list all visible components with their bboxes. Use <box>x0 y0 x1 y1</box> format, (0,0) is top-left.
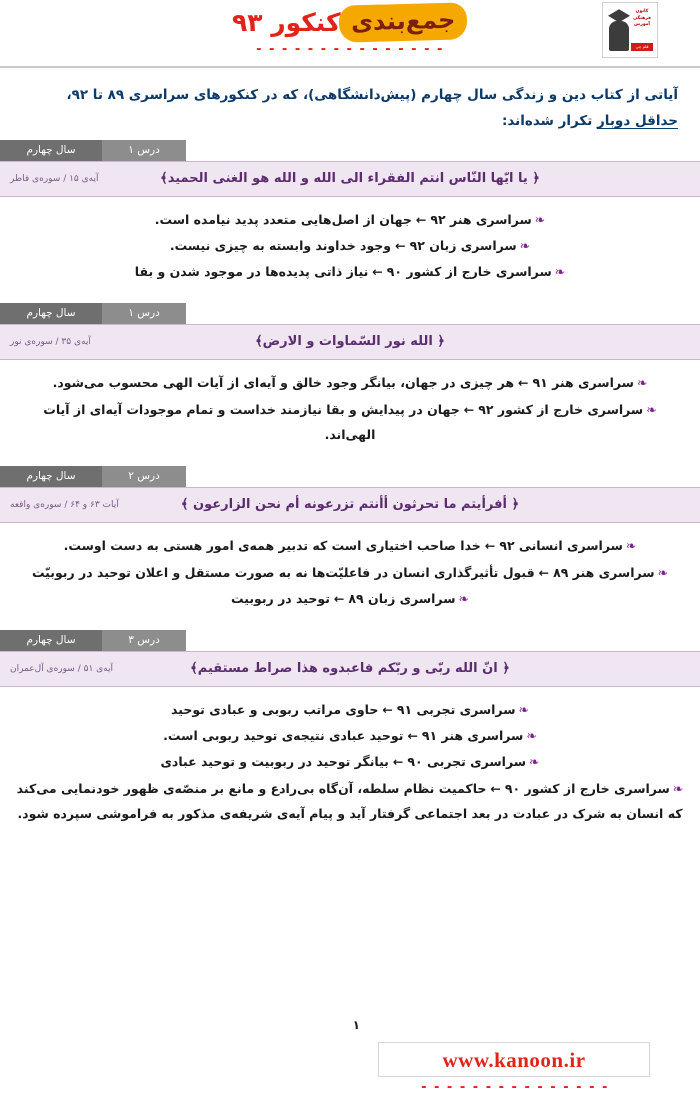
exam-item-text: توحید عبادی نتیجه‌ی توحید ربوبی است. <box>163 728 404 743</box>
arrow-icon: ← <box>484 538 496 553</box>
tab-sal: سال چهارم <box>0 630 102 651</box>
exam-item-source: سراسری خارج از کشور ۹۲ <box>478 402 644 417</box>
arrow-icon: ← <box>392 754 404 769</box>
arrow-icon: ← <box>518 375 529 390</box>
exam-item-text: وجود خداوند وابسته به چیزی نیست. <box>169 238 392 253</box>
exam-item <box>16 233 684 259</box>
website-url[interactable]: www.kanoon.ir <box>442 1048 586 1072</box>
ayah-reference: آیه‌ی ۳۵ / سوره‌ی نور <box>10 337 91 347</box>
block-tabbar-inner <box>0 630 186 651</box>
exam-item-source: سراسری زبان ۹۲ <box>409 238 517 253</box>
ayah-text: ﴿ انّ الله ربّی و ربّکم فاعبدوه هذا صراط مستقیم﴾ <box>190 661 510 676</box>
tab-sal: سال چهارم <box>0 140 102 161</box>
bullet-check-icon: ❧ <box>519 238 531 253</box>
exam-item-text: حاکمیت نظام سلطه، آن‌گاه بی‌رادع و مانع بر منصّه‌ی ظهور خودنمایی می‌کند که انسان به شرک در عبادت در بعد اجتماعی گرفتار آید و پیام آیه‌ی شریفه‌ی مذکور به فراموشی سپرده شود. <box>16 781 683 821</box>
exam-item-source: سراسری هنر ۹۲ <box>430 212 532 227</box>
intro-underlined-text: حداقل دوبار <box>597 113 678 129</box>
exam-item-source: سراسری خارج از کشور ۹۰ <box>386 264 552 279</box>
exam-item-list <box>0 523 700 616</box>
exam-item-source: سراسری انسانی ۹۲ <box>499 538 623 553</box>
bullet-check-icon: ❧ <box>458 591 469 606</box>
exam-item-source: سراسری هنر ۸۹ <box>553 565 655 580</box>
block-tabbar-inner <box>0 466 186 487</box>
header-title-area <box>0 0 700 66</box>
exam-item-source: سراسری زبان ۸۹ <box>348 591 456 606</box>
arrow-icon: ← <box>333 591 345 606</box>
exam-item <box>16 749 684 775</box>
page-header <box>0 0 700 68</box>
block-tabbar <box>0 303 700 324</box>
exam-item-text: جهان از اصل‌هایی متعدد پدید نیامده است. <box>154 212 412 227</box>
bullet-check-icon: ❧ <box>636 375 648 390</box>
bullet-check-icon: ❧ <box>529 754 540 769</box>
ayah-row <box>0 487 700 523</box>
title-badge: جمع‌بندی <box>340 4 465 40</box>
exam-item-text: قبول تأثیرگذاری انسان در فاعلیّت‌ها نه به صورت مستقل و اعلان توحید در ربوبیّت <box>31 565 535 580</box>
intro-line-2 <box>22 108 678 134</box>
title-konkur: کنکور ۹۳ <box>231 8 341 37</box>
exam-item-list <box>0 360 700 452</box>
footer-dash-rule: - - - - - - - - - - - - - - - <box>421 1080 609 1095</box>
exam-item-text: خدا صاحب اختیاری است که تدبیر همه‌ی امور هستی به دست اوست. <box>63 538 481 553</box>
arrow-icon: ← <box>382 702 393 717</box>
bullet-check-icon: ❧ <box>672 781 684 796</box>
ayah-text: ﴿ الله نور السّماوات و الارض﴾ <box>255 334 445 349</box>
title-dash-rule: - - - - - - - - - - - - - - - <box>256 42 444 57</box>
bullet-check-icon: ❧ <box>554 264 566 279</box>
lesson-block <box>0 466 700 616</box>
exam-item-text: نیاز ذاتی پدیده‌ها در موجود شدن و بقا <box>134 264 369 279</box>
exam-item <box>16 723 684 749</box>
intro-line-2-rest: تکرار شده‌اند: <box>501 113 598 129</box>
block-tabbar-inner <box>0 303 186 324</box>
exam-item <box>16 559 684 586</box>
ayah-text: ﴿ یا ایّها النّاس انتم الفقراء الی الله و الله هو الغنی الحمید﴾ <box>160 171 540 186</box>
exam-item <box>16 586 684 612</box>
bullet-check-icon: ❧ <box>534 212 546 227</box>
tab-sal: سال چهارم <box>0 303 102 324</box>
bullet-check-icon: ❧ <box>518 702 529 717</box>
arrow-icon: ← <box>415 212 427 227</box>
exam-item-source: سراسری تجربی ۹۱ <box>396 702 516 717</box>
exam-item <box>16 370 684 396</box>
intro-paragraph <box>0 68 700 140</box>
arrow-icon: ← <box>407 728 418 743</box>
arrow-icon: ← <box>490 781 501 796</box>
exam-item <box>16 775 684 827</box>
exam-item <box>16 697 684 723</box>
intro-line-1: آیاتی از کتاب دین و زندگی سال چهارم (پیش‌دانشگاهی)، که در کنکورهای سراسری ۸۹ تا ۹۲، <box>66 87 678 103</box>
arrow-icon: ← <box>463 402 475 417</box>
exam-item <box>16 533 684 559</box>
tab-dars: درس ۲ <box>102 466 186 487</box>
tab-dars: درس ۱ <box>102 303 186 324</box>
lesson-block <box>0 630 700 831</box>
exam-item-text: بیانگر توحید در ربوبیت و توحید عبادی <box>160 754 389 769</box>
tab-dars: درس ۳ <box>102 630 186 651</box>
page-number: ۱ <box>352 1018 360 1032</box>
arrow-icon: ← <box>538 565 550 580</box>
exam-item-text: هر چیزی در جهان، بیانگر وجود خالق و آیه‌ای از آیات الهی محسوب می‌شود. <box>52 375 515 390</box>
exam-item <box>16 396 684 448</box>
arrow-icon: ← <box>395 238 406 253</box>
bullet-check-icon: ❧ <box>625 538 637 553</box>
page-footer <box>0 1010 700 1102</box>
lesson-block <box>0 140 700 289</box>
tab-dars: درس ۱ <box>102 140 186 161</box>
lesson-block <box>0 303 700 452</box>
content-blocks <box>0 140 700 831</box>
bullet-check-icon: ❧ <box>526 728 537 743</box>
exam-item-source: سراسری هنر ۹۱ <box>421 728 524 743</box>
ayah-row <box>0 161 700 197</box>
block-tabbar-inner <box>0 140 186 161</box>
ayah-text: ﴿ أفرأیتم ما تحرثون أأنتم تزرعونه أم نحن الزارعون ﴾ <box>180 497 520 512</box>
bullet-check-icon: ❧ <box>646 402 657 417</box>
exam-item <box>16 207 684 233</box>
exam-item-text: حاوی مراتب ربوبی و عبادی توحید <box>171 702 379 717</box>
exam-item-source: سراسری هنر ۹۱ <box>532 375 634 390</box>
exam-item-text: توحید در ربوبیت <box>230 591 330 606</box>
ayah-row <box>0 651 700 687</box>
ayah-reference: آیات ۶۳ و ۶۴ / سوره‌ی واقعه <box>10 500 119 510</box>
ayah-reference: آیه‌ی ۵۱ / سوره‌ی آل‌عمران <box>10 664 114 674</box>
website-url-box[interactable] <box>378 1042 650 1077</box>
tab-sal: سال چهارم <box>0 466 102 487</box>
ayah-row <box>0 324 700 360</box>
page-title <box>0 6 700 39</box>
bullet-check-icon: ❧ <box>657 565 669 580</box>
exam-item-list <box>0 197 700 289</box>
block-tabbar <box>0 466 700 487</box>
exam-item-source: سراسری تجربی ۹۰ <box>407 754 527 769</box>
logo-badge-text: قلم چی <box>631 43 653 51</box>
exam-item-source: سراسری خارج از کشور ۹۰ <box>504 781 670 796</box>
logo-org-text: کانون فرهنگی آموزش <box>633 9 651 27</box>
block-tabbar <box>0 140 700 161</box>
block-tabbar <box>0 630 700 651</box>
arrow-icon: ← <box>372 264 383 279</box>
ayah-reference: آیه‌ی ۱۵ / سوره‌ی فاطر <box>10 174 99 184</box>
exam-item <box>16 259 684 285</box>
exam-item-text: جهان در پیدایش و بقا نیازمند خداست و تمام موجودات آیه‌ای از آیات الهی‌اند. <box>43 402 460 442</box>
exam-item-list <box>0 687 700 831</box>
